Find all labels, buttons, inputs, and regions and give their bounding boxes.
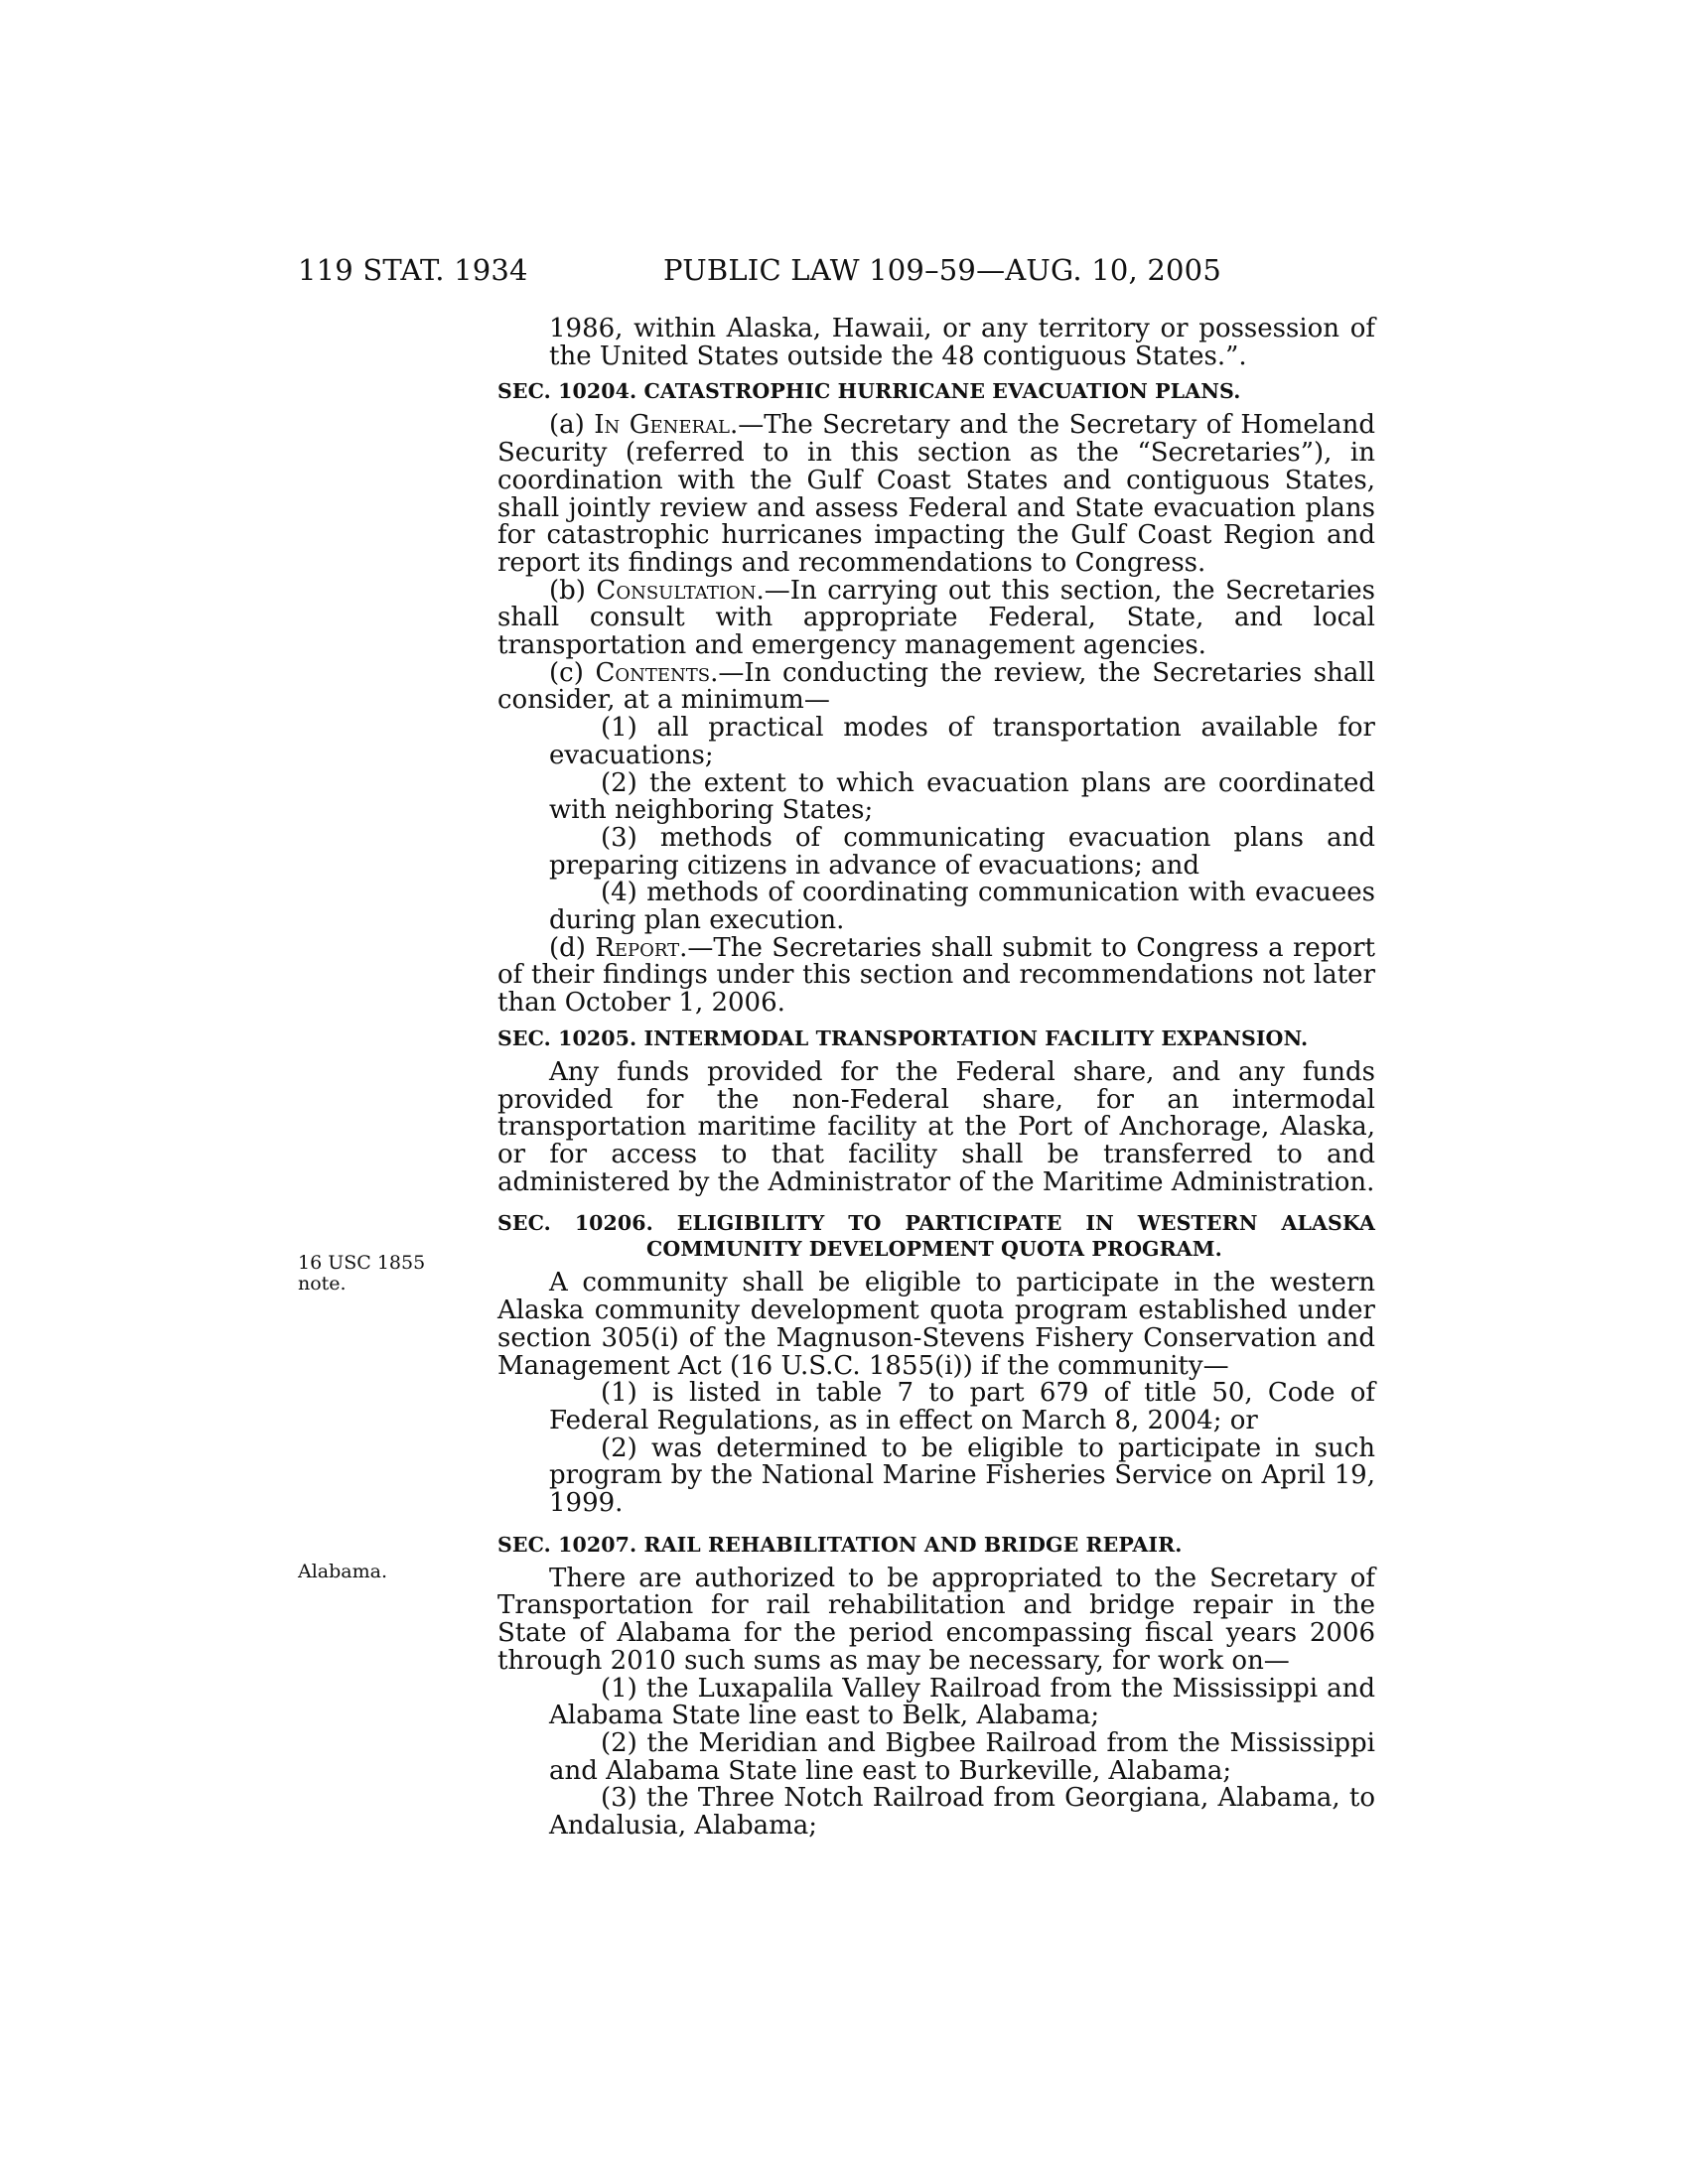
- subsection-b-label: Consultation: [596, 575, 757, 606]
- list-item: (4) methods of coordinating communication with evacuees during plan execution.: [549, 878, 1375, 936]
- subsection-d-label: Report: [595, 932, 680, 963]
- section-10205-text: Any funds provided for the Federal share, and any funds provided for the non-Federal share, for an intermodal transportation maritime facility at the Port of Anchorage, Alaska, or for access to that facility shall be transferred to and administered by the Administrator of the Maritime Administration.: [497, 1056, 1375, 1197]
- subsection-c-label: Contents: [595, 657, 711, 688]
- list-item: (2) was determined to be eligible to participate in such program by the National Marine Fisheries Service on April 19, 1999.: [549, 1433, 1375, 1519]
- subsection-d: (d) Report.—The Secretaries shall submit to Congress a report of their findings under this section and recommendations not later than October 1, 2006.: [497, 932, 1375, 1019]
- list-item: (1) the Luxapalila Valley Railroad from the Mississippi and Alabama State line east to Belk, Alabama;: [549, 1673, 1375, 1731]
- main-text-column: [497, 316, 1375, 1841]
- margin-note-alabama: Alabama.: [298, 1561, 387, 1582]
- subsection-d-text: The Secretaries shall submit to Congress a report of their findings under this section and recommendations not later than October 1, 2006.: [497, 932, 1375, 1019]
- subsection-b: (b) Consultation.—In carrying out this section, the Secretaries shall consult with appropriate Federal, State, and local transportation and emergency management agencies.: [497, 575, 1375, 661]
- list-item: (2) the Meridian and Bigbee Railroad from the Mississippi and Alabama State line east to Burkeville, Alabama;: [549, 1727, 1375, 1786]
- subsection-c-text: In conducting the review, the Secretaries shall consider, at a minimum—: [497, 657, 1375, 716]
- section-10207-text: There are authorized to be appropriated to the Secretary of Transportation for rail rehabilitation and bridge repair in the State of Alabama for the period encompassing fiscal years 2006 through 2010 such sums as may be necessary, for work on—: [497, 1563, 1375, 1676]
- subsection-a-label: In General: [594, 410, 730, 441]
- list-item: (1) all practical modes of transportation available for evacuations;: [549, 713, 1375, 770]
- subsection-a-text: The Secretary and the Secretary of Homeland Security (referred to in this section as the “Secretaries”), in coordination with the Gulf Coast States and contiguous States, shall jointly review and assess Federal and State evacuation plans for catastrophic hurricanes impacting the Gulf Coast Region and report its findings and recommendations to Congress.: [497, 410, 1375, 578]
- subsection-b-text: In carrying out this section, the Secretaries shall consult with appropriate Federal, State, and local transportation and emergency management agencies.: [497, 575, 1375, 661]
- subsection-c: (c) Contents.—In conducting the review, the Secretaries shall consider, at a minimum—: [497, 657, 1375, 716]
- section-heading-10207: SEC. 10207. RAIL REHABILITATION AND BRIDGE REPAIR.: [497, 1532, 1183, 1557]
- subsection-a: (a) In General.—The Secretary and the Secretary of Homeland Security (referred to in this section as the “Secretaries”), in coordination with the Gulf Coast States and contiguous States, shall jointly review and assess Federal and State evacuation plans for catastrophic hurricanes impacting the Gulf Coast Region and report its findings and recommendations to Congress.: [497, 410, 1375, 578]
- section-10206-text: A community shall be eligible to participate in the western Alaska community development quota program established under section 305(i) of the Magnuson-Stevens Fishery Conservation and Management Act (16 U.S.C. 1855(i)) if the community—: [497, 1268, 1375, 1381]
- running-header: PUBLIC LAW 109–59—AUG. 10, 2005: [663, 253, 1221, 287]
- stat-page-number: 119 STAT. 1934: [298, 253, 528, 287]
- section-heading-10206: SEC. 10206. ELIGIBILITY TO PARTICIPATE IN WESTERN ALASKA COMMUNITY DEVELOPMENT QUOTA PROGRAM.: [497, 1211, 1375, 1262]
- continuation-paragraph: 1986, within Alaska, Hawaii, or any territory or possession of the United States outside the 48 contiguous States.”.: [549, 314, 1375, 371]
- section-heading-10204: SEC. 10204. CATASTROPHIC HURRICANE EVACUATION PLANS.: [497, 379, 1241, 404]
- list-item: (2) the extent to which evacuation plans are coordinated with neighboring States;: [549, 767, 1375, 826]
- margin-note-usc: 16 USC 1855 note.: [298, 1252, 426, 1295]
- list-item: (3) the Three Notch Railroad from Georgiana, Alabama, to Andalusia, Alabama;: [549, 1783, 1375, 1842]
- list-item: (3) methods of communicating evacuation plans and preparing citizens in advance of evacuations; and: [549, 822, 1375, 881]
- list-item: (1) is listed in table 7 to part 679 of title 50, Code of Federal Regulations, as in effect on March 8, 2004; or: [549, 1378, 1375, 1435]
- section-heading-10205: SEC. 10205. INTERMODAL TRANSPORTATION FACILITY EXPANSION.: [497, 1025, 1309, 1050]
